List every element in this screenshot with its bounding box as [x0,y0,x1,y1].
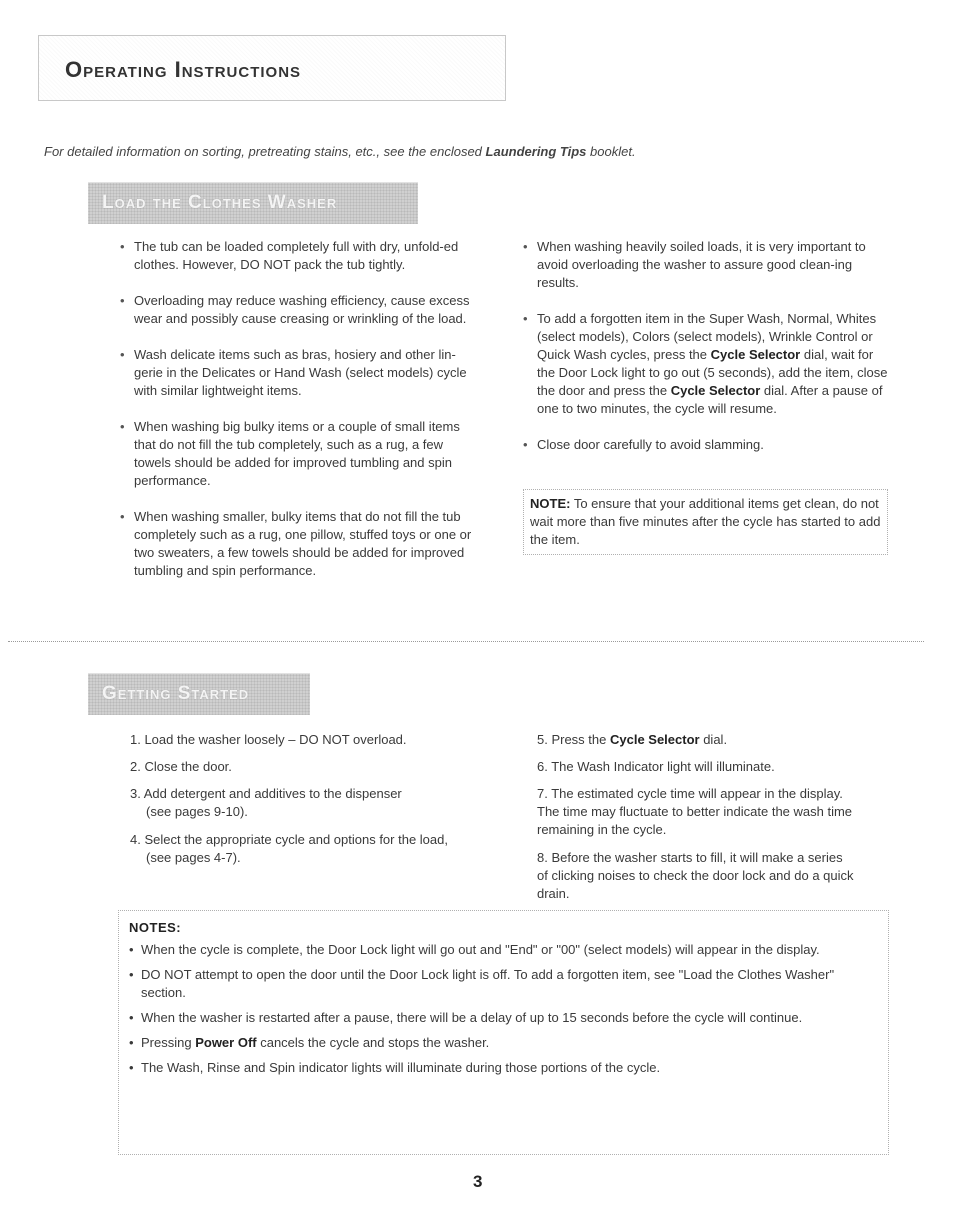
list-item: • When washing smaller, bulky items that do not fill the tub completely such as a rug, one pillow, stuffed toys or one or two sweaters, a few towels should be added for improved tumbling and spin performance. [120,508,480,580]
intro-text-end: booklet. [586,144,636,159]
section-divider [8,641,924,642]
list-item [537,731,877,749]
list-item [130,831,448,867]
list-item: • When washing big bulky items or a couple of small items that do not fill the tub completely, such as a rug, a few towels should be added for improved tumbling and spin performance. [120,418,480,490]
page-title: Operating Instructions [65,57,302,82]
list-item: 7. The estimated cycle time will appear in the display. The time may fluctuate to better indicate the wash time remaining in the cycle. [537,786,853,837]
load-right-column [523,238,888,454]
intro-text [44,143,924,161]
step-text: 3. Add detergent and additives to the dispenser [130,786,402,801]
list-item: • Close door carefully to avoid slamming. [523,436,888,454]
list-item: • The Wash, Rinse and Spin indicator lights will illuminate during those portions of the cycle. [129,1059,878,1077]
list-item: • The tub can be loaded completely full with dry, unfold-ed clothes. However, DO NOT pack the tub tightly. [120,238,480,274]
power-off-label: Power Off [195,1035,257,1050]
note-box [523,489,888,555]
note-item-text: Pressing [141,1035,196,1050]
step-text: 4. Select the appropriate cycle and options for the load, [130,832,448,847]
list-item: • DO NOT attempt to open the door until the Door Lock light is off. To add a forgotten item, see "Load the Clothes Washer" section. [129,966,878,1002]
list-item-text: To add a forgotten item in the Super Wash, Normal, Whites (select models), Colors (select models), Wrinkle Control or Quick Wash cycles, press the [537,311,877,362]
list-item [129,1034,878,1052]
intro-booklet-name: Laundering Tips [485,144,587,159]
load-left-column [120,238,480,580]
cycle-selector-label: Cycle Selector [710,347,801,362]
list-item-text: dial, wait for the Door Lock light to go out (5 seconds), add the item, close the door and press the [537,347,888,398]
page-number: 3 [473,1172,483,1191]
list-item: • Overloading may reduce washing efficiency, cause excess wear and possibly cause creasing or wrinkling of the load. [120,292,480,328]
step-text: (see pages 4-7). [146,850,241,865]
notes-box [118,910,889,1155]
cycle-selector-label: Cycle Selector [609,732,700,747]
note-label: NOTE: [530,496,571,511]
list-item: 6. The Wash Indicator light will illuminate. [537,759,775,774]
step-text: 5. Press the [537,732,610,747]
start-section-title: Getting Started [102,683,250,704]
load-section-title: Load the Clothes Washer [102,192,338,213]
page-title-box [38,35,506,101]
list-item: • When washing heavily soiled loads, it is very important to avoid overloading the washer to assure good clean-ing results. [523,238,888,292]
note-text: To ensure that your additional items get clean, do not wait more than five minutes after the cycle has started to add the item. [530,496,881,547]
intro-text-start: For detailed information on sorting, pretreating stains, etc., see the enclosed [44,144,486,159]
list-item: 8. Before the washer starts to fill, it will make a series of clicking noises to check the door lock and do a quick drain. [537,850,854,901]
step-text: dial. [699,732,728,747]
list-item: • Wash delicate items such as bras, hosiery and other lin-gerie in the Delicates or Hand Wash (select models) cycle with similar lightweight items. [120,346,480,400]
cycle-selector-label: Cycle Selector [670,383,761,398]
note-item-text: cancels the cycle and stops the washer. [256,1035,490,1050]
list-item [523,310,888,418]
load-section-banner [88,182,418,224]
list-item [130,731,407,749]
list-item-text: dial. After a pause of one to two minutes, the cycle will resume. [537,383,883,416]
step-text: 1. Load the washer loosely – DO NOT overload. [130,732,407,747]
step-text: (see pages 9-10). [146,804,248,819]
list-item [130,785,402,821]
start-section-banner [88,673,310,715]
list-item [130,758,232,776]
list-item: • When the cycle is complete, the Door Lock light will go out and "End" or "00" (select models) will appear in the display. [129,941,878,959]
step-text: 2. Close the door. [130,759,232,774]
notes-heading: NOTES: [129,920,182,935]
list-item: • When the washer is restarted after a pause, there will be a delay of up to 15 seconds before the cycle will continue. [129,1009,878,1027]
